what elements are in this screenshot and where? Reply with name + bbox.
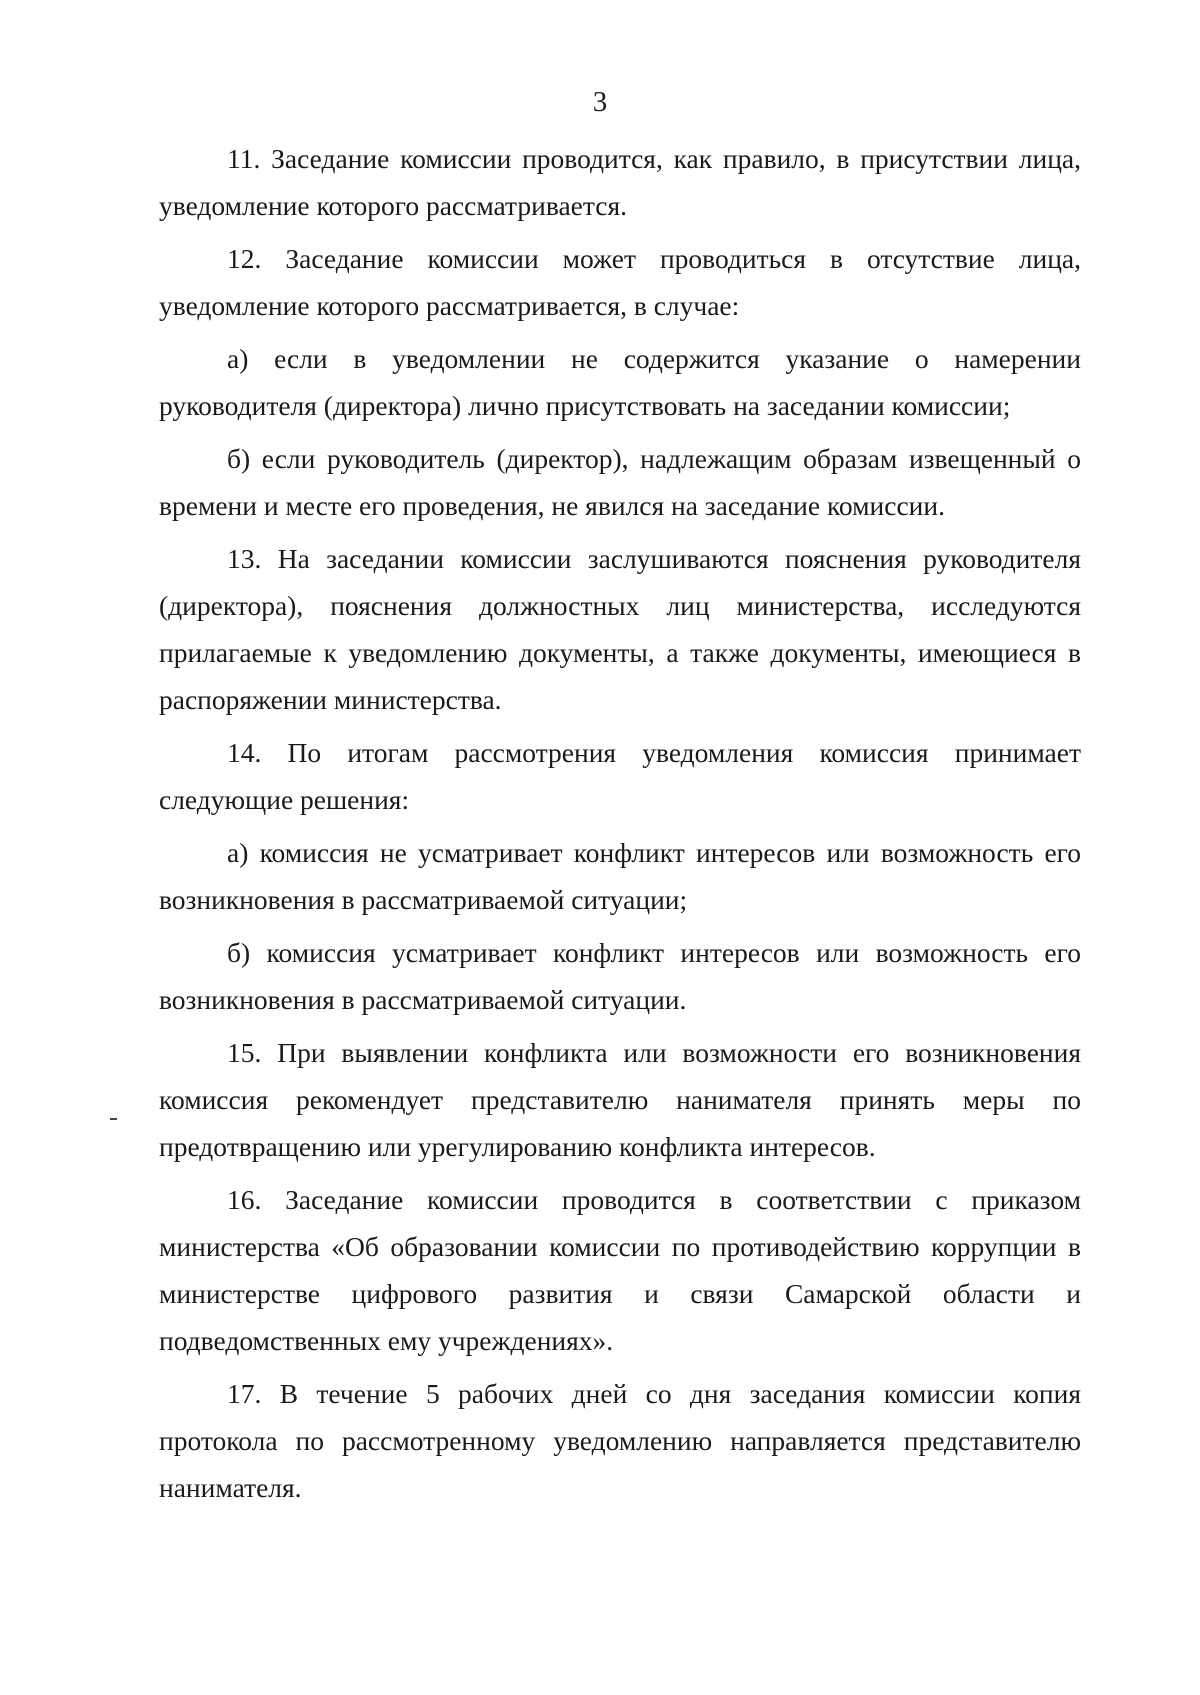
margin-mark	[110, 1118, 117, 1120]
paragraph-11: 11. Заседание комиссии проводится, как правило, в присутствии лица, уведомление которого рассматривается.	[159, 143, 1081, 221]
paragraph-16: 16. Заседание комиссии проводится в соответствии с приказом министерства «Об образовании комиссии по противодействию коррупции в министерстве цифрового развития и связи Самарской области и подведомственных ему учреждениях».	[159, 1184, 1081, 1356]
paragraph-14: 14. По итогам рассмотрения уведомления комиссия принимает следующие решения:	[159, 737, 1081, 815]
paragraph-13: 13. На заседании комиссии заслушиваются пояснения руководителя (директора), пояснения должностных лиц министерства, исследуются прилагаемые к уведомлению документы, а также документы, имеющиеся в распоряжении министерства.	[159, 543, 1081, 715]
paragraph-12: 12. Заседание комиссии может проводиться в отсутствие лица, уведомление которого рассматривается, в случае:	[159, 243, 1081, 321]
paragraph-15: 15. При выявлении конфликта или возможности его возникновения комиссия рекомендует представителю нанимателя принять меры по предотвращению или урегулированию конфликта интересов.	[159, 1037, 1081, 1162]
document-body	[159, 135, 1081, 1511]
paragraph-14-item-b: б) комиссия усматривает конфликт интересов или возможность его возникновения в рассматриваемой ситуации.	[159, 937, 1081, 1015]
paragraph-17: 17. В течение 5 рабочих дней со дня заседания комиссии копия протокола по рассмотренному уведомлению направляется представителю нанимателя.	[159, 1378, 1081, 1503]
page-number: 3	[592, 86, 608, 118]
paragraph-12-item-a: а) если в уведомлении не содержится указание о намерении руководителя (директора) лично присутствовать на заседании комиссии;	[159, 343, 1081, 421]
paragraph-12-item-b: б) если руководитель (директор), надлежащим образам извещенный о времени и месте его проведения, не явился на заседание комиссии.	[159, 443, 1081, 521]
paragraph-14-item-a: а) комиссия не усматривает конфликт интересов или возможность его возникновения в рассматриваемой ситуации;	[159, 837, 1081, 915]
